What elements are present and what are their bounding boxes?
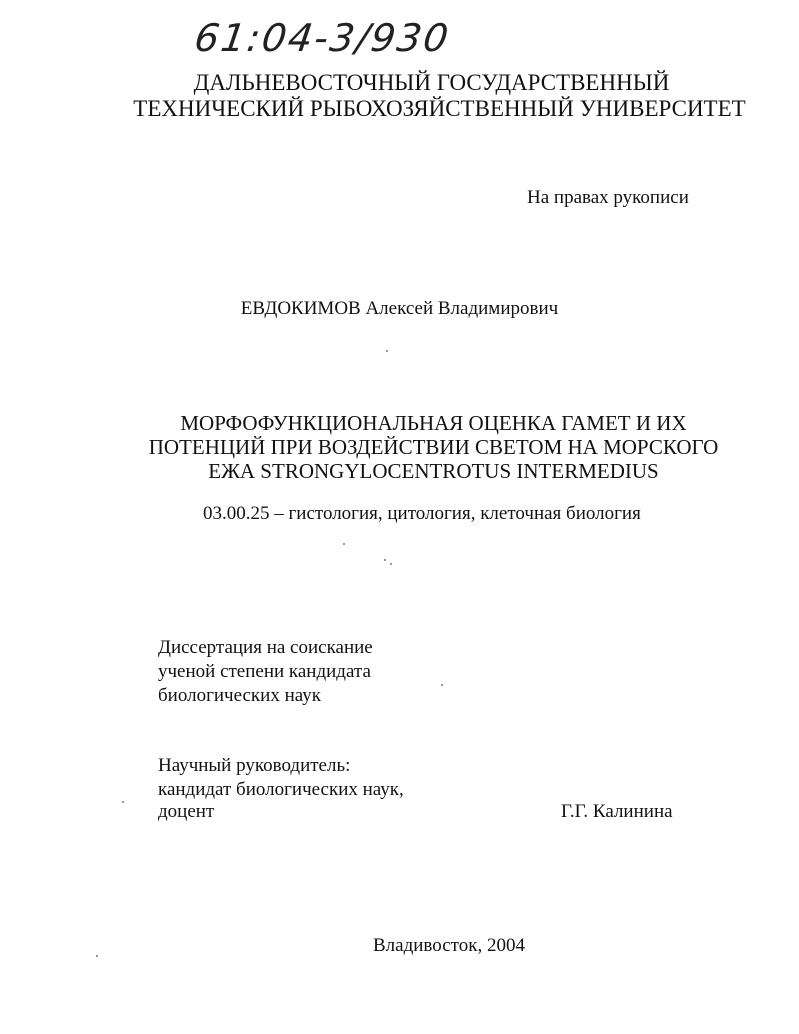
thesis-title-line-3: ЕЖА STRONGYLOCENTROTUS INTERMEDIUS	[208, 459, 659, 483]
thesis-title-line-1: МОРФОФУНКЦИОНАЛЬНАЯ ОЦЕНКА ГАМЕТ И ИХ	[180, 411, 687, 435]
supervisor-label: Научный руководитель:	[158, 755, 351, 776]
thesis-title-line-2: ПОТЕНЦИЙ ПРИ ВОЗДЕЙСТВИИ СВЕТОМ НА МОРСКОГО	[148, 435, 719, 459]
university-name-line-1: ДАЛЬНЕВОСТОЧНЫЙ ГОСУДАРСТВЕННЫЙ	[193, 70, 670, 95]
supervisor-name: Г.Г. Калинина	[561, 801, 673, 822]
specialty-code: 03.00.25 – гистология, цитология, клеточная биология	[203, 503, 641, 524]
author-name: ЕВДОКИМОВ Алексей Владимирович	[240, 298, 559, 319]
city-year: Владивосток, 2004	[373, 935, 525, 956]
university-name-line-2: ТЕХНИЧЕСКИЙ РЫБОХОЗЯЙСТВЕННЫЙ УНИВЕРСИТЕТ	[133, 96, 746, 121]
degree-line-3: биологических наук	[158, 685, 321, 706]
scan-speck	[441, 684, 443, 686]
scan-speck	[96, 955, 98, 957]
degree-line-1: Диссертация на соискание	[158, 637, 373, 658]
scan-speck	[386, 350, 388, 352]
manuscript-rights-note: На правах рукописи	[527, 187, 689, 208]
scan-speck	[390, 563, 392, 565]
supervisor-rank: доцент	[158, 801, 215, 822]
scan-speck	[343, 543, 345, 545]
handwritten-archive-number: 61:04-3/930	[191, 16, 453, 60]
scan-speck	[384, 559, 386, 561]
degree-line-2: ученой степени кандидата	[158, 661, 371, 682]
scan-speck	[122, 801, 124, 803]
supervisor-degree: кандидат биологических наук,	[158, 779, 404, 800]
